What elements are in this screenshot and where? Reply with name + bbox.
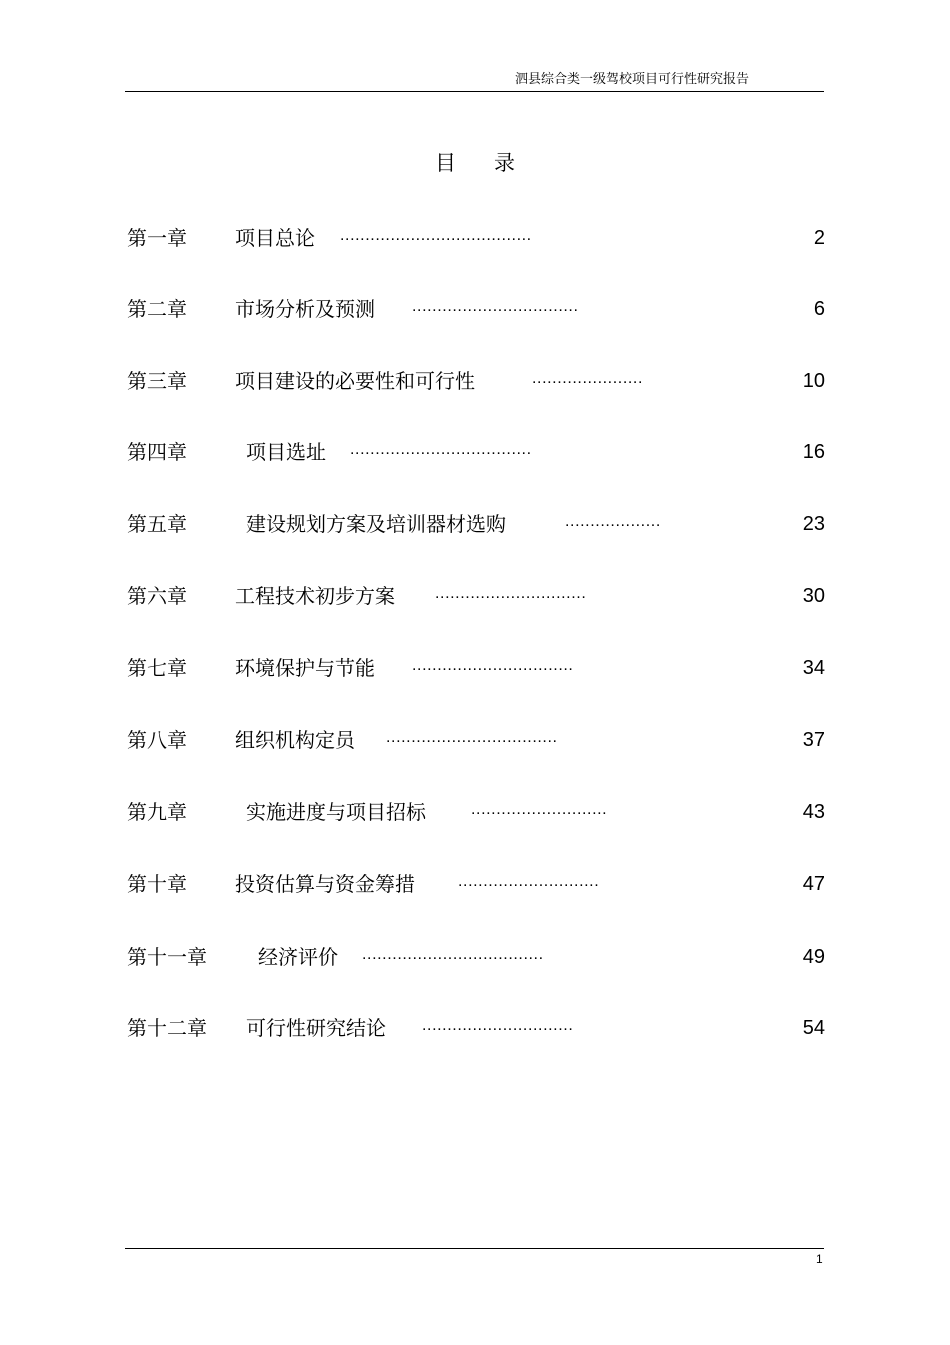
toc-page: 37 <box>802 729 825 751</box>
toc-title: 经济评价 <box>258 945 338 969</box>
toc-page: 54 <box>802 1017 825 1039</box>
toc-chapter: 第四章 <box>127 440 187 464</box>
toc-entry[interactable] <box>125 366 825 396</box>
toc-title: 建设规划方案及培训器材选购 <box>246 512 506 536</box>
toc-title: 实施进度与项目招标 <box>246 800 426 824</box>
toc-chapter: 第九章 <box>127 800 187 824</box>
toc-entry[interactable] <box>125 942 825 972</box>
toc-chapter: 第十二章 <box>127 1016 207 1040</box>
toc-title: 可行性研究结论 <box>246 1016 386 1040</box>
toc-entry[interactable] <box>125 1013 825 1043</box>
footer-rule <box>125 1248 824 1249</box>
toc-leader: ...................................... <box>340 227 532 244</box>
header-rule <box>125 91 824 92</box>
toc-page: 43 <box>802 801 825 823</box>
toc-entry[interactable] <box>125 581 825 611</box>
toc-entry[interactable] <box>125 725 825 755</box>
toc-entry[interactable] <box>125 869 825 899</box>
toc-title: 项目总论 <box>235 226 315 250</box>
toc-heading: 目录 <box>435 151 553 175</box>
toc-entry[interactable] <box>125 294 825 324</box>
toc-title: 项目选址 <box>246 440 326 464</box>
toc-chapter: 第二章 <box>127 297 187 321</box>
toc-page: 2 <box>813 227 825 249</box>
toc-page: 6 <box>813 298 825 320</box>
toc-leader: ................... <box>565 513 661 530</box>
toc-chapter: 第十一章 <box>127 945 207 969</box>
toc-leader: .................................... <box>362 946 544 963</box>
toc-leader: .................................... <box>350 441 532 458</box>
toc-leader: ........................... <box>471 801 608 818</box>
toc-leader: ................................ <box>412 657 574 674</box>
toc-entry[interactable] <box>125 509 825 539</box>
toc-entry[interactable] <box>125 223 825 253</box>
toc-page: 16 <box>802 441 825 463</box>
toc-entry[interactable] <box>125 653 825 683</box>
toc-chapter: 第十章 <box>127 872 187 896</box>
toc-title: 市场分析及预测 <box>235 297 375 321</box>
toc-leader: ............................ <box>458 873 600 890</box>
toc-title: 项目建设的必要性和可行性 <box>235 369 475 393</box>
toc-chapter: 第七章 <box>127 656 187 680</box>
toc-chapter: 第五章 <box>127 512 187 536</box>
toc-chapter: 第三章 <box>127 369 187 393</box>
toc-leader: .............................. <box>422 1017 574 1034</box>
toc-leader: .................................. <box>386 729 558 746</box>
toc-page: 23 <box>802 513 825 535</box>
toc-page: 49 <box>802 946 825 968</box>
toc-chapter: 第一章 <box>127 226 187 250</box>
toc-title: 工程技术初步方案 <box>235 584 395 608</box>
toc-chapter: 第八章 <box>127 728 187 752</box>
toc-title: 组织机构定员 <box>235 728 355 752</box>
toc-entry[interactable] <box>125 797 825 827</box>
toc-page: 30 <box>802 585 825 607</box>
toc-page: 34 <box>802 657 825 679</box>
toc-chapter: 第六章 <box>127 584 187 608</box>
toc-leader: ................................. <box>412 298 579 315</box>
running-header: 泗县综合类一级驾校项目可行性研究报告 <box>515 72 750 87</box>
toc-title: 环境保护与节能 <box>235 656 375 680</box>
toc-page: 47 <box>802 873 825 895</box>
toc-page: 10 <box>802 370 825 392</box>
toc-entry[interactable] <box>125 437 825 467</box>
toc-title: 投资估算与资金筹措 <box>235 872 415 896</box>
toc-leader: .............................. <box>435 585 587 602</box>
toc-leader: ...................... <box>532 370 643 387</box>
footer-page-number: 1 <box>816 1252 823 1266</box>
